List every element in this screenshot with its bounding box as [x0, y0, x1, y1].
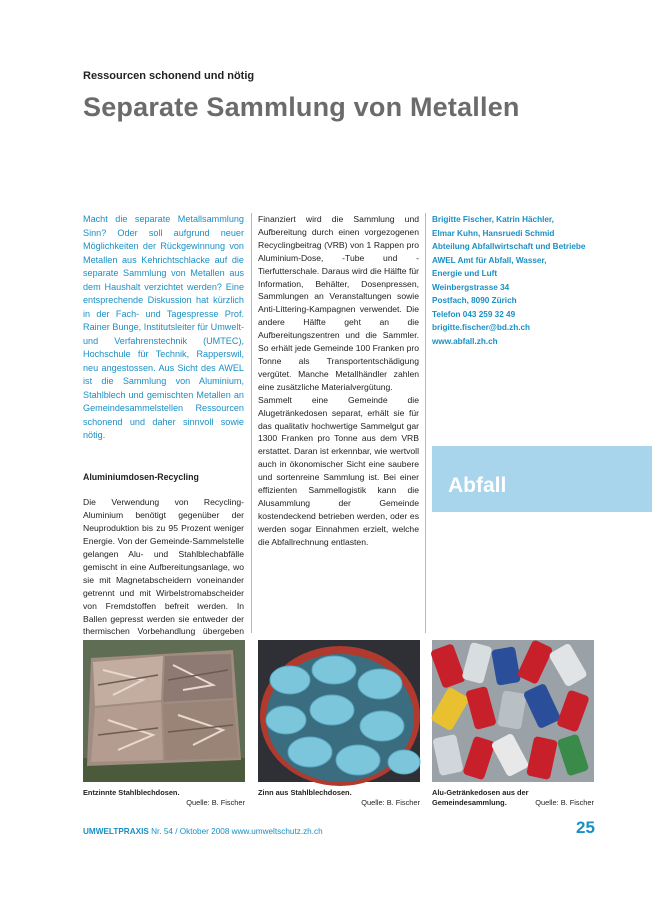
article-kicker: Ressourcen schonend und nötig [83, 70, 255, 82]
caption-photo-3 [432, 788, 594, 808]
caption-source: Quelle: B. Fischer [361, 798, 420, 807]
photo-tin-discs [258, 640, 420, 782]
author-office-1: AWEL Amt für Abfall, Wasser, [432, 255, 547, 265]
article-title: Separate Sammlung von Metallen [83, 92, 520, 122]
photo-steel-cans [83, 640, 245, 782]
author-office-2: Energie und Luft [432, 269, 498, 278]
author-department: Abteilung Abfallwirtschaft und Betriebe [432, 242, 586, 251]
section-banner [432, 446, 652, 512]
column-divider-1 [251, 213, 252, 633]
page-footer [83, 827, 323, 836]
steel-bale-image [83, 640, 245, 782]
author-names-1: Brigitte Fischer, Katrin Hächler, [432, 215, 554, 224]
column-2 [258, 213, 419, 549]
body-paragraph-1: Die Verwendung von Recycling-Aluminium benötigt gegenüber der Neuproduktion bis zu 95 Prozent weniger Energie. Von der Gemeinde-Sammelstelle gelangen Alu- und Stahlblechabfälle gemischt in eine Aufbereitungsanlage, wo sie mit Magnetabscheidern voneinander getrennt und mit Wirbelstromabscheider von Fremdstoffen befreit werden. In Ballen gepresst werden sie entweder der thermischen Vorbehandlung übergeben [83, 497, 244, 637]
caption-text: Alu-Getränkedosen aus der Gemeindesammlung. [432, 788, 529, 807]
body-paragraph-3: Sammelt eine Gemeinde die Alugetränkedosen separat, erhält sie für das qualitativ hochwertige Sammelgut gar 1300 Franken pro Tonne aus dem VRB erstattet. Daran ist erkennbar, wie wertvoll auch in ökonomischer Sicht eine saubere und sortenreine Sammlung ist. Bei einer effizienten Sammellogistik kann die Alusammlung der Gemeinde kostendeckend betrieben werden, oder es werden sogar Einnahmen erzielt, welche die Abfallrechnung entlasten. [258, 394, 419, 547]
footer-issue: Nr. 54 / Oktober 2008 [151, 827, 230, 836]
author-postbox: Postfach, 8090 Zürich [432, 296, 517, 305]
lead-paragraph: Macht die separate Metallsammlung Sinn? Oder soll aufgrund neuer Möglichkeiten der Rückgewinnung von Metallen aus Kehrichtschlacke auf die separate Sammlung von Metallen aus dem Haushalt verzichtet werden? Eine entsprechende Diskussion hat kürzlich in der Fach- und Tagespresse Prof. Rainer Bunge, Institutsleiter für Umwelt- und Verfahrenstechnik (UMTEC), Hochschule für Technik, Rapperswil, neu angestossen. Aus Sicht des AWEL ist die Sammlung von Aluminium, Stahlblech und gemischten Metallen an Gemeindesammelstellen Ressourcen schonend und daher sinnvoll sowie nötig. [83, 214, 244, 440]
section-heading: Aluminiumdosen-Recycling [83, 471, 199, 482]
author-street: Weinbergstrasse 34 [432, 282, 510, 292]
author-names-2: Elmar Kuhn, Hansruedi Schmid [432, 228, 555, 238]
footer-brand: UMWELTPRAXIS [83, 827, 149, 836]
author-box [432, 213, 602, 348]
body-paragraph-2: Finanziert wird die Sammlung und Aufbereitung durch einen vorgezogenen Recyclingbeitrag (VRB) von 1 Rappen pro Aluminium-Dose, -Tube und -Tierfutterschale. Daraus wird die Hälfte für Information, Behälter, Dosenpressen, Sammlungen an Veranstaltungen sowie Anti-Littering-Kampagnen verwendet. Die andere Hälfte geht an die Aufbereitungszentren und die Sammler. So erhält jede Gemeinde 100 Franken pro Tonne als Transportentschädigung vergütet. Manche Metallhändler zahlen eine zusätzliche Materialvergütung. [258, 214, 419, 392]
caption-photo-2 [258, 788, 420, 808]
caption-photo-1 [83, 788, 245, 808]
caption-text: Entzinnte Stahlblechdosen. [83, 788, 180, 797]
caption-source: Quelle: B. Fischer [186, 798, 245, 807]
banner-label: Abfall [448, 474, 507, 497]
author-phone: Telefon 043 259 32 49 [432, 309, 516, 319]
author-email-link[interactable]: brigitte.fischer@bd.zh.ch [432, 323, 531, 332]
column-1 [83, 213, 244, 637]
alu-cans-image [432, 640, 594, 782]
column-divider-2 [425, 213, 426, 633]
author-website-link[interactable]: www.abfall.zh.ch [432, 336, 498, 346]
page-number: 25 [576, 818, 595, 837]
footer-url-link[interactable]: www.umweltschutz.zh.ch [231, 827, 323, 836]
photo-alu-cans [432, 640, 594, 782]
tin-discs-image [258, 640, 420, 782]
caption-source: Quelle: B. Fischer [535, 798, 594, 807]
caption-text: Zinn aus Stahlblechdosen. [258, 788, 352, 797]
